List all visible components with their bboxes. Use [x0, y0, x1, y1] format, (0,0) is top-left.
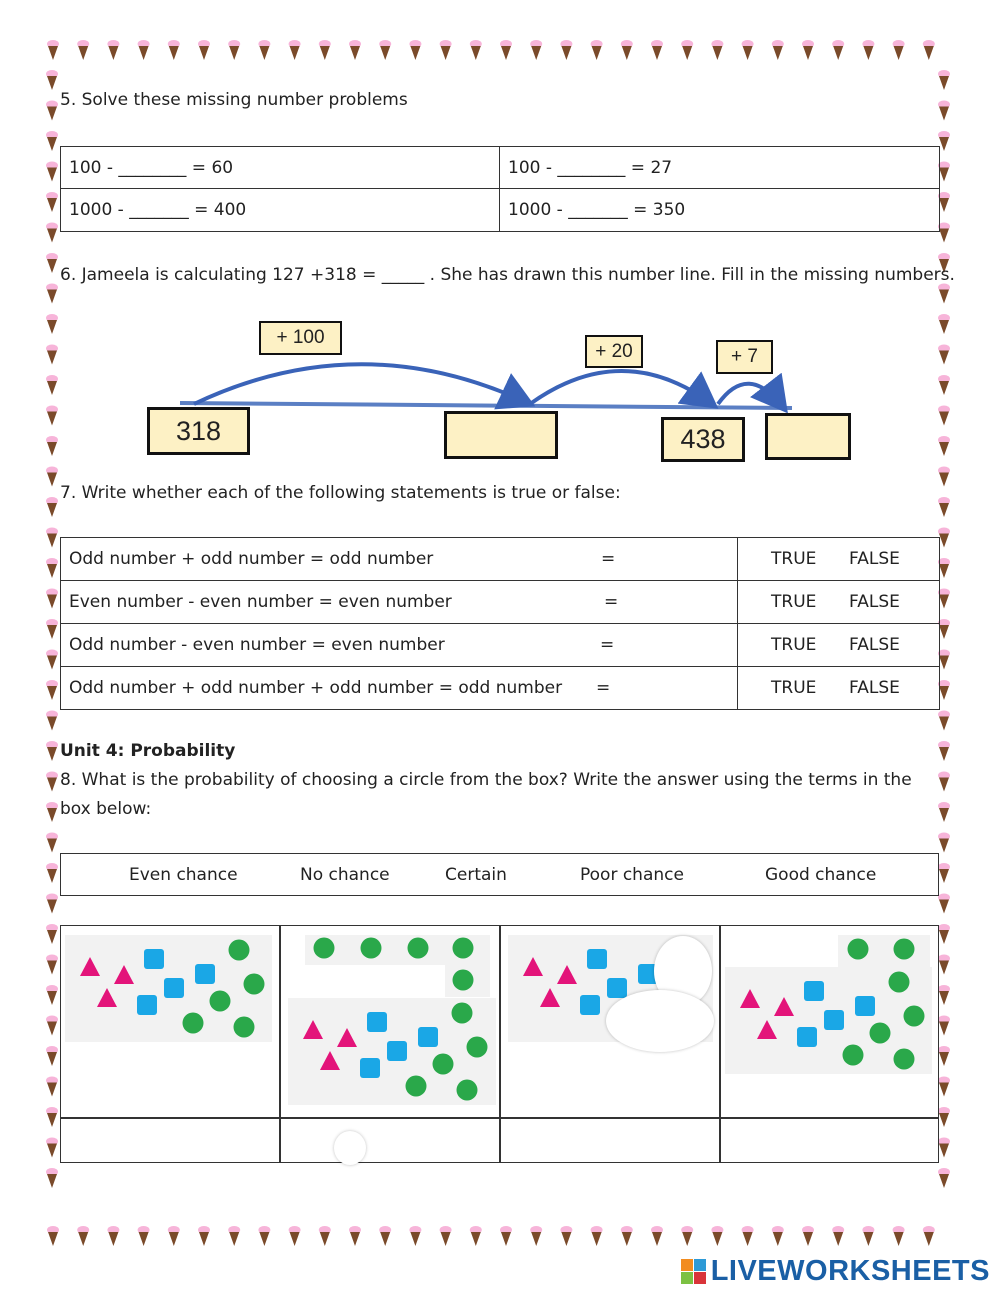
square-shape — [137, 995, 157, 1015]
circle-shape — [894, 1049, 915, 1070]
known-value-box: 438 — [661, 417, 745, 462]
equals-sign: = — [604, 592, 619, 612]
true-option[interactable]: TRUE — [771, 592, 817, 612]
circle-shape — [467, 1037, 488, 1058]
circle-shape — [457, 1080, 478, 1101]
circle-shape — [843, 1045, 864, 1066]
circle-shape — [452, 1003, 473, 1024]
circle-shape — [408, 938, 429, 959]
square-shape — [797, 1027, 817, 1047]
triangle-shape — [320, 1051, 340, 1070]
triangle-shape — [80, 957, 100, 976]
square-shape — [824, 1010, 844, 1030]
square-shape — [144, 949, 164, 969]
statement-text: Odd number - even number = even number — [69, 635, 445, 655]
statement-text: Even number - even number = even number — [69, 592, 452, 612]
triangle-shape — [540, 988, 560, 1007]
true-option[interactable]: TRUE — [771, 635, 817, 655]
false-option[interactable]: FALSE — [849, 549, 900, 569]
triangle-shape — [303, 1020, 323, 1039]
circle-shape — [406, 1076, 427, 1097]
term-no-chance: No chance — [300, 865, 390, 885]
circle-shape — [889, 972, 910, 993]
triangle-shape — [740, 989, 760, 1008]
false-option[interactable]: FALSE — [849, 635, 900, 655]
answer-blob[interactable] — [606, 990, 714, 1052]
start-value-box: 318 — [147, 407, 250, 455]
square-shape — [607, 978, 627, 998]
jump-label-100: + 100 — [259, 321, 342, 355]
square-shape — [360, 1058, 380, 1078]
q5-cell[interactable]: 100 - ________ = 27 — [500, 147, 940, 189]
triangle-shape — [757, 1020, 777, 1039]
circle-shape — [453, 938, 474, 959]
triangle-shape — [523, 957, 543, 976]
term-certain: Certain — [445, 865, 507, 885]
circle-shape — [183, 1013, 204, 1034]
unit4-title: Unit 4: Probability — [60, 741, 236, 761]
liveworksheets-logo-text: LIVEWORKSHEETS — [710, 1255, 990, 1287]
q7-heading: 7. Write whether each of the following statements is true or false: — [60, 483, 621, 503]
jump-label-7: + 7 — [716, 340, 773, 374]
equals-sign: = — [601, 549, 616, 569]
square-shape — [367, 1012, 387, 1032]
circle-shape — [894, 939, 915, 960]
square-shape — [387, 1041, 407, 1061]
liveworksheets-logo-icon — [681, 1259, 707, 1285]
circle-shape — [210, 991, 231, 1012]
circle-shape — [453, 970, 474, 991]
circle-shape — [361, 938, 382, 959]
term-good-chance: Good chance — [765, 865, 877, 885]
term-even-chance: Even chance — [129, 865, 238, 885]
triangle-shape — [774, 997, 794, 1016]
circle-shape — [848, 939, 869, 960]
q6-heading: 6. Jameela is calculating 127 +318 = _____ . She has drawn this number line. Fill in the missing numbers. — [60, 265, 955, 285]
q5-heading: 5. Solve these missing number problems — [60, 90, 408, 110]
square-shape — [855, 996, 875, 1016]
q5-cell[interactable]: 100 - ________ = 60 — [61, 147, 500, 189]
square-shape — [587, 949, 607, 969]
circle-shape — [433, 1054, 454, 1075]
q5-cell[interactable]: 1000 - _______ = 400 — [61, 189, 500, 232]
circle-shape — [904, 1006, 925, 1027]
true-option[interactable]: TRUE — [771, 549, 817, 569]
liveworksheets-logo — [681, 1255, 990, 1288]
q5-cell[interactable]: 1000 - _______ = 350 — [500, 189, 940, 232]
q8-heading-line1: 8. What is the probability of choosing a circle from the box? Write the answer using the terms in the — [60, 770, 912, 790]
statement-text: Odd number + odd number + odd number = odd number — [69, 678, 563, 698]
square-shape — [580, 995, 600, 1015]
square-shape — [195, 964, 215, 984]
circle-shape — [234, 1017, 255, 1038]
triangle-shape — [337, 1028, 357, 1047]
triangle-shape — [557, 965, 577, 984]
square-shape — [164, 978, 184, 998]
statement-text: Odd number + odd number = odd number — [69, 549, 434, 569]
true-option[interactable]: TRUE — [771, 678, 817, 698]
term-poor-chance: Poor chance — [580, 865, 684, 885]
triangle-shape — [97, 988, 117, 1007]
q8-heading-line2: box below: — [60, 799, 152, 819]
false-option[interactable]: FALSE — [849, 678, 900, 698]
square-shape — [804, 981, 824, 1001]
false-option[interactable]: FALSE — [849, 592, 900, 612]
square-shape — [418, 1027, 438, 1047]
circle-shape — [870, 1023, 891, 1044]
triangle-shape — [114, 965, 134, 984]
equals-sign: = — [596, 678, 611, 698]
jump-label-20: + 20 — [585, 335, 643, 368]
equals-sign: = — [600, 635, 615, 655]
circle-shape — [244, 974, 265, 995]
answer-blob[interactable] — [334, 1131, 366, 1165]
circle-shape — [229, 940, 250, 961]
circle-shape — [314, 938, 335, 959]
